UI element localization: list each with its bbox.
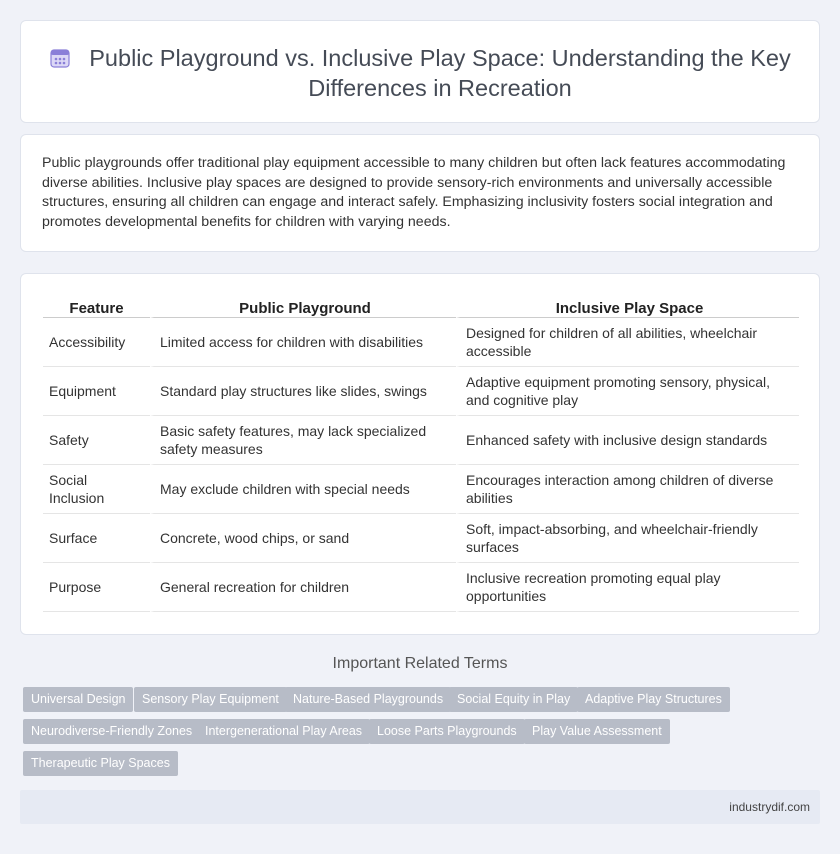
inclusive-play-space-cell: Adaptive equipment promoting sensory, physical, and cognitive play [456, 367, 799, 416]
feature-cell: Safety [43, 416, 150, 465]
inclusive-play-space-cell: Inclusive recreation promoting equal play opportunities [456, 563, 799, 612]
intro-card [20, 134, 820, 252]
related-term-tag[interactable]: Play Value Assessment [524, 719, 670, 744]
table-row [43, 318, 799, 367]
inclusive-play-space-cell: Designed for children of all abilities, wheelchair accessible [456, 318, 799, 367]
related-term-tag[interactable]: Intergenerational Play Areas [197, 719, 370, 744]
footer [20, 790, 820, 824]
table-row [43, 514, 799, 563]
feature-cell: Equipment [43, 367, 150, 416]
feature-cell: Surface [43, 514, 150, 563]
public-playground-cell: General recreation for children [150, 563, 456, 612]
public-playground-cell: Basic safety features, may lack specialized safety measures [150, 416, 456, 465]
page-title: Public Playground vs. Inclusive Play Space: Understanding the Key Differences in Recreation [89, 45, 791, 101]
table-row [43, 367, 799, 416]
feature-cell: Social Inclusion [43, 465, 150, 514]
column-header-public-playground: Public Playground [150, 296, 456, 318]
public-playground-cell: Standard play structures like slides, swings [150, 367, 456, 416]
inclusive-play-space-cell: Enhanced safety with inclusive design standards [456, 416, 799, 465]
public-playground-cell: Limited access for children with disabilities [150, 318, 456, 367]
public-playground-cell: Concrete, wood chips, or sand [150, 514, 456, 563]
feature-cell: Accessibility [43, 318, 150, 367]
column-header-feature: Feature [43, 296, 150, 318]
footer-site-link[interactable]: industrydif.com [729, 800, 810, 814]
related-terms-heading: Important Related Terms [332, 655, 508, 672]
related-term-tag[interactable]: Adaptive Play Structures [577, 687, 730, 712]
inclusive-play-space-cell: Soft, impact-absorbing, and wheelchair-friendly surfaces [456, 514, 799, 563]
comparison-table-card [20, 273, 820, 635]
title-card [20, 20, 820, 123]
comparison-table [43, 296, 799, 612]
column-header-inclusive-play-space: Inclusive Play Space [456, 296, 799, 318]
table-row [43, 416, 799, 465]
related-term-tag[interactable]: Nature-Based Playgrounds [285, 687, 451, 712]
table-row [43, 563, 799, 612]
feature-cell: Purpose [43, 563, 150, 612]
table-row [43, 465, 799, 514]
related-term-tag[interactable]: Universal Design [23, 687, 133, 712]
related-term-tag[interactable]: Sensory Play Equipment [134, 687, 287, 712]
table-header-row [43, 296, 799, 318]
inclusive-play-space-cell: Encourages interaction among children of diverse abilities [456, 465, 799, 514]
related-term-tag[interactable]: Social Equity in Play [449, 687, 578, 712]
related-term-tag[interactable]: Loose Parts Playgrounds [369, 719, 525, 744]
related-term-tag[interactable]: Neurodiverse-Friendly Zones [23, 719, 200, 744]
related-term-tag[interactable]: Therapeutic Play Spaces [23, 751, 178, 776]
public-playground-cell: May exclude children with special needs [150, 465, 456, 514]
intro-paragraph: Public playgrounds offer traditional play equipment accessible to many children but often lack features accommodating diverse abilities. Inclusive play spaces are designed to provide sensory-rich environments and universally accessible structures, ensuring all children can engage and interact safely. Emphasizing inclusivity fosters social integration and promotes developmental benefits for children with varying needs. [42, 155, 786, 230]
